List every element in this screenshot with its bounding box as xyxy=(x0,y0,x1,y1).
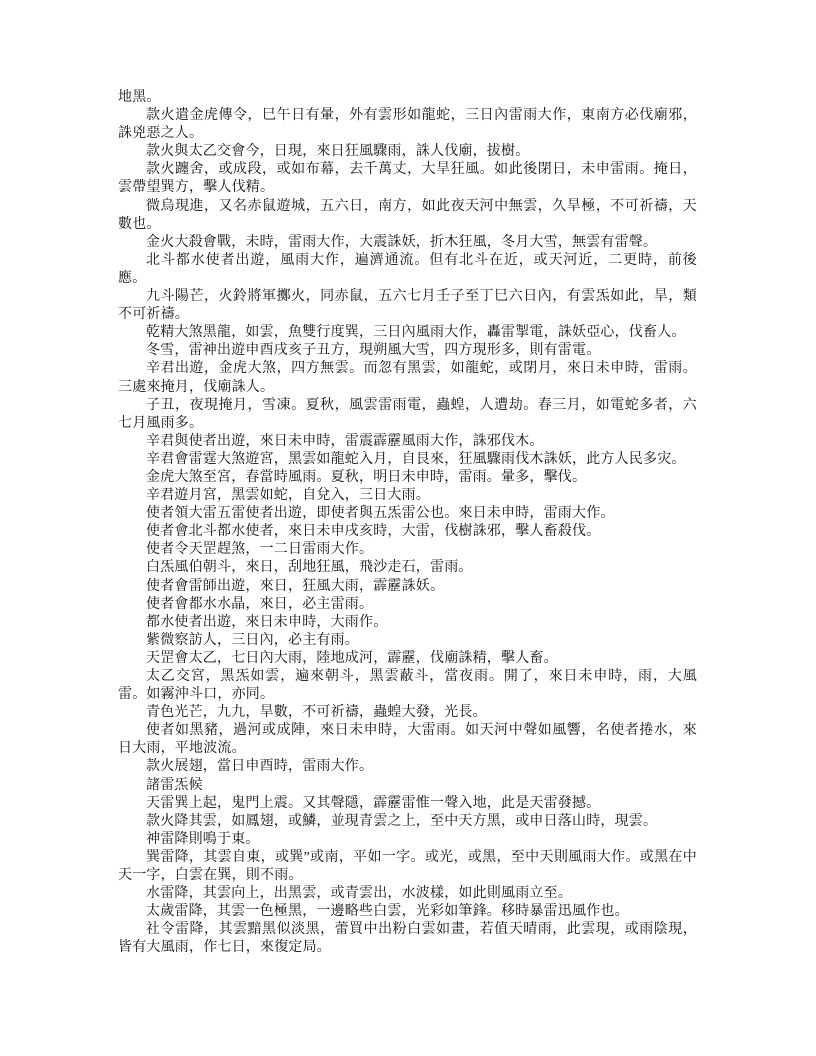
paragraph: 子丑，夜現掩月，雪凍。夏秋，風雲雷雨電，蟲蝗，人遭劫。春三月，如電蛇多者，六七月風雨多。 xyxy=(118,397,697,431)
paragraph: 九斗陽芒，火鈴將軍擲火，同赤鼠，五六七月壬子至丁巳六日內，有雲炁如此，旱，類不可祈禱。 xyxy=(118,289,697,323)
paragraph: 辛君會雷霆大煞遊宮，黑雲如龍蛇入月，自艮來，狂風驟雨伐木誅妖，此方人民多灾。 xyxy=(146,451,686,467)
paragraph: 冬雪，雷神出遊申酉戌亥子丑方，現朔風大雪，四方現形多，則有雷電。 xyxy=(146,343,601,359)
paragraph: 北斗都水使者出遊，風雨大作，遍濟通流。但有北斗在近，或天河近，二更時，前後應。 xyxy=(118,252,697,286)
paragraph: 辛君遊月宮，黑雲如蛇，自兌入，三日大雨。 xyxy=(146,488,430,504)
paragraph: 乾精大煞黑龍，如雲，魚雙行度巽，三日內風雨大作，轟雷掣電，誅妖亞心，伐畜人。 xyxy=(146,325,686,341)
paragraph: 款火躔舍，或成段，或如布幕，去千萬丈，大旱狂風。如此後閉日，未申雷雨。掩日，雲帶望巽方，擊人伐精。 xyxy=(118,162,697,196)
paragraph: 使者如黑豬，過河或成陣，來日未申時，大雷雨。如天河中聲如風響，名使者捲水，來日大雨，平地波流。 xyxy=(118,723,697,757)
paragraph: 天雷巽上起，鬼門上震。又其聲隱，霹靂雷惟一聲入地，此是天雷發撼。 xyxy=(146,795,601,811)
paragraph: 微烏現進，又名赤鼠遊城，五六日，南方，如此夜天河中無雲，久旱極，不可祈禱，天數也。 xyxy=(118,198,697,232)
paragraph: 款火展翅，當日申酉時，雷雨大作。 xyxy=(146,759,374,775)
paragraph: 神雷降則鳴于東。 xyxy=(146,831,260,847)
paragraph: 紫微察訪人，三日內，必主有雨。 xyxy=(146,632,359,648)
paragraph: 地黑。 xyxy=(118,90,161,105)
paragraph: 諸雷炁候 xyxy=(146,777,203,793)
paragraph: 使者會都水水晶，來日，必主雷雨。 xyxy=(146,596,374,612)
paragraph: 白炁風伯朝斗，來日，刮地狂風，飛沙走石，雷雨。 xyxy=(146,560,473,576)
paragraph: 款火與太乙交會今，日現，來日狂風驟雨，誅人伐廟，拔樹。 xyxy=(146,144,530,160)
paragraph: 水雷降，其雲向上，出黑雲，或青雲出，水波樣，如此則風雨立至。 xyxy=(146,886,572,902)
paragraph: 使者會雷師出遊，來日，狂風大雨，霹靂誅妖。 xyxy=(146,578,445,594)
paragraph: 辛君與使者出遊，來日未申時，雷震霹靂風雨大作，誅邪伐木。 xyxy=(146,433,544,449)
paragraph: 款火降其雲，如鳳翅，或鱗，並現青雲之上，至中天方黑，或申日落山時，現雲。 xyxy=(146,813,658,829)
paragraph: 使者領大雷五雷使者出遊，即使者與五炁雷公也。來日未申時，雷雨大作。 xyxy=(146,506,615,522)
paragraph: 金火大殺會戰，未時，雷雨大作，大震誅妖，折木狂風，冬月大雪，無雲有雷聲。 xyxy=(146,234,658,250)
paragraph: 辛君出遊，金虎大煞，四方無雲。而忽有黑雲，如龍蛇，或閉月，來日未申時，雷雨。三處來掩月，伐廟誅人。 xyxy=(118,361,697,395)
paragraph: 巽雷降，其雲自東，或巽”或南，平如一字。或光，或黑，至中天則風雨大作。或黑在中天一字，白雲在巽，則不雨。 xyxy=(118,849,697,884)
paragraph: 金虎大煞至宮，春當時風雨。夏秋，明日未申時，雷雨。暈多，擊伐。 xyxy=(146,469,587,485)
paragraph: 社令雷降，其雲黯黑似淡黑，蕾買中出粉白雲如畫，若值天晴雨，此雲現，或雨陰現，皆有大風雨，作七日，來復定局。 xyxy=(118,922,697,956)
paragraph: 都水使者出遊，來日未申時，大雨作。 xyxy=(146,614,388,630)
paragraph: 款火遣金虎傳令，巳午日有暈，外有雲形如龍蛇，三日內雷雨大作，東南方必伐廟邪，誅兇惡之人。 xyxy=(118,108,697,142)
paragraph: 太乙交宮，黑炁如雲，遍來朝斗，黑雲蔽斗，當夜雨。開了，來日未申時，雨，大風雷。如霧沖斗口，亦同。 xyxy=(118,669,697,703)
document-body xyxy=(118,89,697,958)
paragraph: 天罡會太乙，七日內大雨，陸地成河，霹靂，伐廟誅精，擊人畜。 xyxy=(146,650,558,666)
paragraph: 使者令天罡趕煞，一二日雷雨大作。 xyxy=(146,542,374,558)
paragraph: 太歲雷降，其雲一色極黑，一邊略些白雲，光彩如筆鋒。移時暴雷迅風作也。 xyxy=(146,904,629,920)
paragraph: 使者會北斗都水使者，來日未申戌亥時，大雷，伐樹誅邪，擊人畜殺伐。 xyxy=(146,524,601,540)
paragraph: 青色光芒，九九，旱數，不可祈禱，蟲蝗大發，光長。 xyxy=(146,705,487,721)
